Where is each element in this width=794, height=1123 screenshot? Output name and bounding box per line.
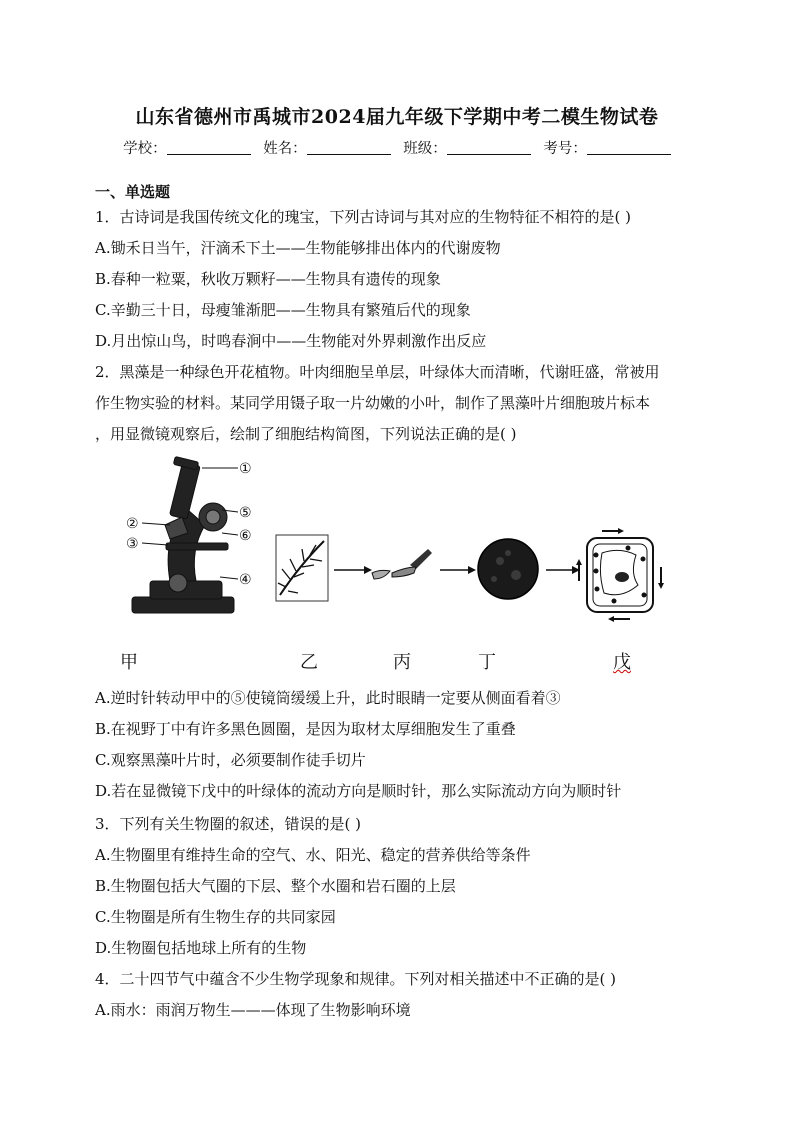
field-of-view-icon — [478, 539, 538, 599]
label-1: ① — [239, 461, 252, 477]
q2-figure — [110, 455, 690, 675]
caption-ding: 丁 — [478, 652, 496, 673]
q1-stem: 1．古诗词是我国传统文化的瑰宝，下列古诗词与其对应的生物特征不相符的是( ) — [95, 208, 632, 226]
class-blank — [447, 140, 531, 155]
tweezers-icon — [372, 549, 432, 579]
plant-cell-icon — [576, 528, 664, 622]
name-blank — [307, 140, 391, 155]
q2-option-b: B.在视野丁中有许多黑色圆圈，是因为取材太厚细胞发生了重叠 — [95, 720, 516, 738]
plant-sprig-icon — [276, 535, 328, 601]
q3-option-c: C.生物圈是所有生物生存的共同家园 — [95, 908, 336, 926]
q2-option-a: A.逆时针转动甲中的⑤使镜筒缓缓上升，此时眼睛一定要从侧面看着③ — [95, 689, 561, 707]
label-4: ④ — [239, 572, 252, 588]
school-label: 学校： — [123, 141, 167, 157]
q2-figure-drawing — [110, 455, 690, 675]
school-blank — [167, 140, 251, 155]
q3-option-b: B.生物圈包括大气圈的下层、整个水圈和岩石圈的上层 — [95, 877, 456, 895]
q3-option-a: A.生物圈里有维持生命的空气、水、阳光、稳定的营养供给等条件 — [95, 846, 531, 864]
label-5: ⑤ — [239, 505, 252, 521]
q2-stem-line-3: ，用显微镜观察后，绘制了细胞结构简图，下列说法正确的是( ) — [95, 425, 517, 443]
q2-stem-line-2: 作生物实验的材料。某同学用镊子取一片幼嫩的小叶，制作了黑藻叶片细胞玻片标本 — [95, 394, 651, 412]
q1-option-a: A.锄禾日当午，汗滴禾下土——生物能够排出体内的代谢废物 — [95, 239, 501, 257]
section-heading: 一、单选题 — [95, 183, 171, 201]
exam-number-blank — [587, 140, 671, 155]
q2-option-c: C.观察黑藻叶片时，必须要制作徒手切片 — [95, 751, 366, 769]
caption-jia: 甲 — [120, 652, 138, 673]
q3-option-d: D.生物圈包括地球上所有的生物 — [95, 939, 307, 957]
student-info-row — [0, 137, 794, 158]
caption-wu: 戊 — [613, 652, 631, 673]
class-label: 班级： — [403, 141, 447, 157]
caption-yi: 乙 — [300, 652, 318, 673]
name-label: 姓名： — [263, 141, 307, 157]
q4-stem: 4．二十四节气中蕴含不少生物学现象和规律。下列对相关描述中不正确的是( ) — [95, 970, 617, 988]
microscope-icon — [132, 456, 234, 613]
label-2: ② — [126, 516, 139, 532]
label-3: ③ — [126, 536, 139, 552]
caption-bing: 丙 — [393, 652, 411, 673]
label-6: ⑥ — [239, 528, 252, 544]
q4-option-a: A.雨水：雨润万物生———体现了生物影响环境 — [95, 1001, 411, 1019]
exam-number-label: 考号： — [543, 141, 587, 157]
q2-stem-line-1: 2．黑藻是一种绿色开花植物。叶肉细胞呈单层，叶绿体大而清晰，代谢旺盛，常被用 — [95, 363, 660, 381]
q3-stem: 3．下列有关生物圈的叙述，错误的是( ) — [95, 815, 362, 833]
q2-option-d: D.若在显微镜下戊中的叶绿体的流动方向是顺时针，那么实际流动方向为顺时针 — [95, 782, 622, 800]
q1-option-b: B.春种一粒粟，秋收万颗籽——生物具有遗传的现象 — [95, 270, 441, 288]
page-title: 山东省德州市禹城市2024届九年级下学期中考二模生物试卷 — [135, 106, 659, 128]
q1-option-d: D.月出惊山鸟，时鸣春涧中——生物能对外界刺激作出反应 — [95, 332, 487, 350]
q1-option-c: C.辛勤三十日，母瘦雏渐肥——生物具有繁殖后代的现象 — [95, 301, 471, 319]
